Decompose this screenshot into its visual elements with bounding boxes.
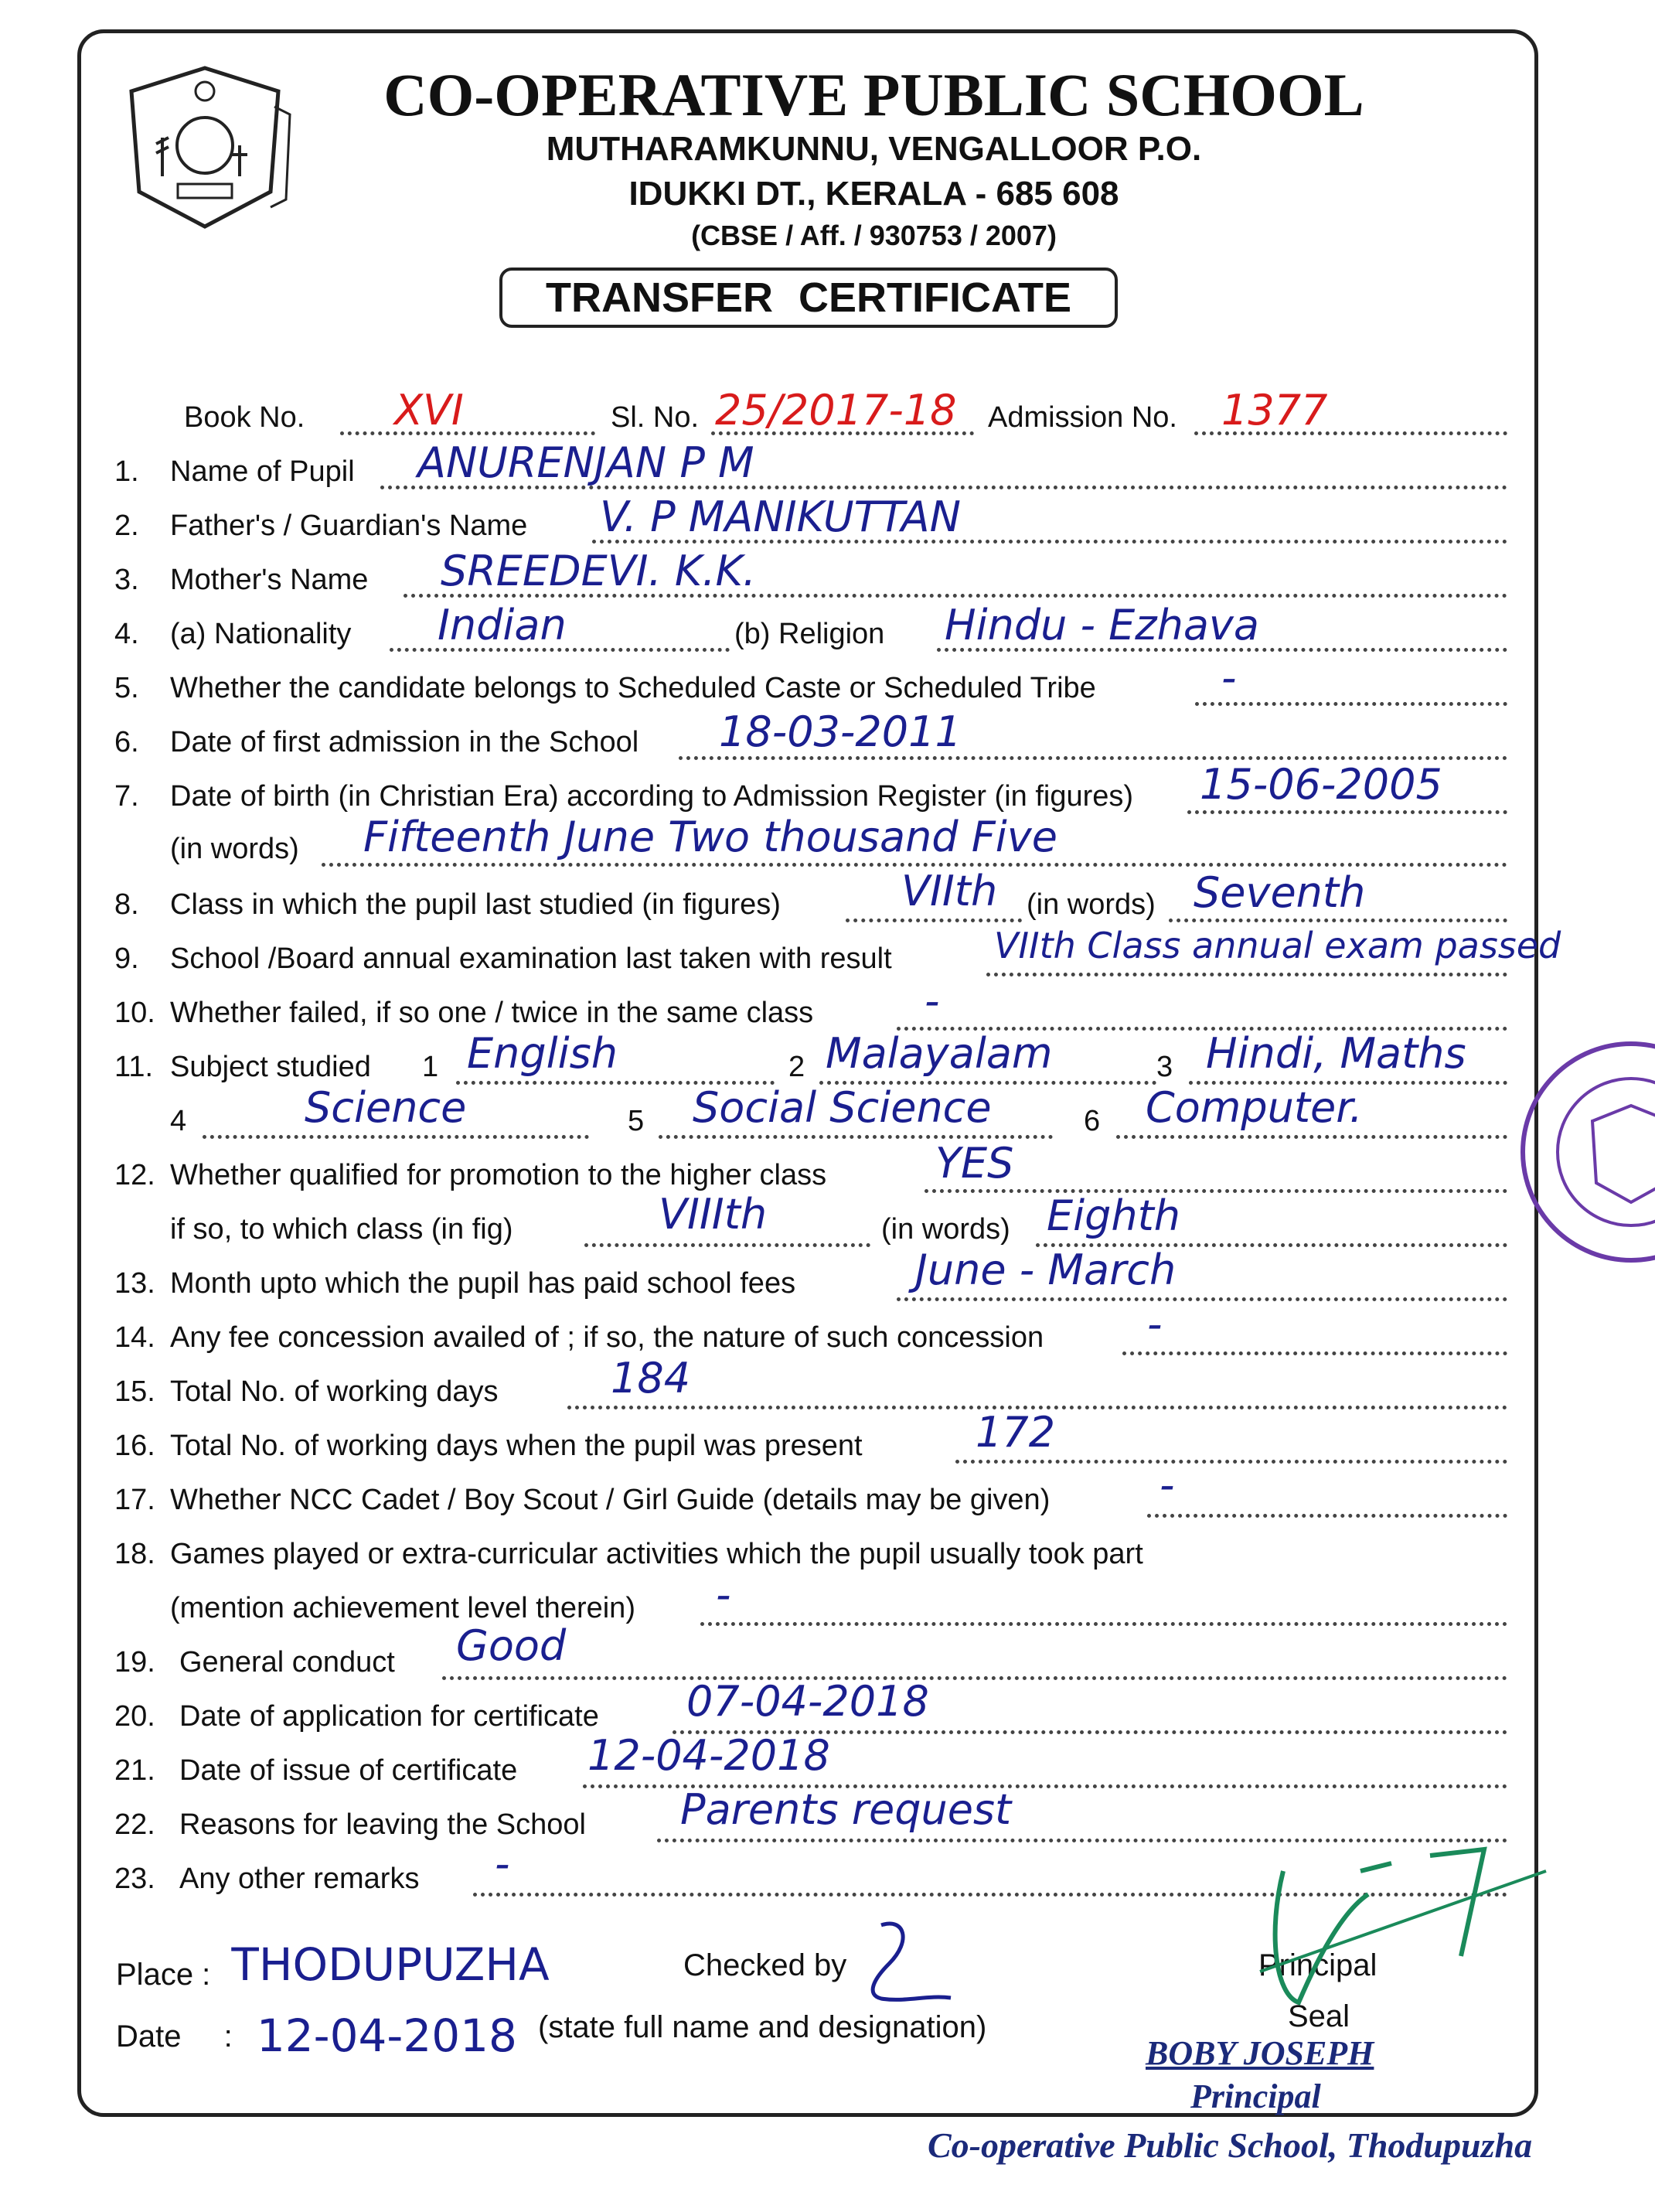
field-label: Subject studied xyxy=(170,1051,371,1083)
ncc-value: - xyxy=(1160,1460,1175,1509)
field-row-4 xyxy=(0,601,1655,657)
sl-value: 25/2017-18 xyxy=(715,386,957,435)
place-row xyxy=(116,1938,550,1992)
application-date-value: 07-04-2018 xyxy=(686,1677,929,1726)
field-label: General conduct xyxy=(179,1646,395,1679)
subject-1-value: English xyxy=(467,1029,618,1078)
field-label: Whether NCC Cadet / Boy Scout / Girl Guide (details may be given) xyxy=(170,1484,1051,1516)
principal-label: Principal xyxy=(1258,1948,1377,1982)
nationality-value: Indian xyxy=(438,601,567,649)
field-label: Any fee concession availed of ; if so, the nature of such concession xyxy=(170,1321,1044,1354)
father-name-value: V. P MANIKUTTAN xyxy=(600,493,961,541)
field-label: Total No. of working days xyxy=(170,1375,499,1408)
admission-value: 1377 xyxy=(1221,386,1328,435)
field-number: 9. xyxy=(114,942,139,975)
field-number: 4. xyxy=(114,618,139,650)
field-row-6 xyxy=(0,707,1655,765)
issue-date-value: 12-04-2018 xyxy=(587,1731,830,1780)
field-row-16 xyxy=(0,1408,1655,1469)
field-label: Whether qualified for promotion to the higher class xyxy=(170,1159,827,1191)
fees-month-value: June - March xyxy=(915,1246,1177,1294)
field-label: Father's / Guardian's Name xyxy=(170,510,528,542)
field-label: Whether the candidate belongs to Scheduled Caste or Scheduled Tribe xyxy=(170,672,1096,704)
book-value: XVI xyxy=(394,386,464,435)
religion-value: Hindu - Ezhava xyxy=(945,601,1259,649)
field-row-1 xyxy=(0,438,1655,495)
field-dots xyxy=(1122,1344,1507,1355)
school-address-line2: IDUKKI DT., KERALA - 685 608 xyxy=(628,175,1119,213)
field-number: 19. xyxy=(114,1646,155,1679)
field-dots xyxy=(986,965,1507,976)
checker-signature-icon xyxy=(850,1917,959,2010)
date-label: Date xyxy=(116,2019,182,2054)
date-row xyxy=(116,2009,517,2062)
field-row-18b xyxy=(0,1570,1655,1631)
pupil-name-value: ANURENJAN P M xyxy=(417,438,754,487)
field-row-9 xyxy=(0,925,1655,982)
leaving-reason-value: Parents request xyxy=(680,1785,1012,1834)
field-label-b: if so, to which class (in fig) xyxy=(170,1213,513,1246)
conduct-value: Good xyxy=(456,1621,567,1670)
subject-4-value: Science xyxy=(305,1083,467,1132)
place-value: THODUPUZHA xyxy=(231,1938,550,1991)
dob-figures-value: 15-06-2005 xyxy=(1200,760,1442,809)
field-number: 23. xyxy=(114,1863,155,1895)
activities-value: - xyxy=(716,1570,731,1619)
date-value: 12-04-2018 xyxy=(256,2009,517,2062)
field-label: Date of birth (in Christian Era) according to Admission Register (in figures) xyxy=(170,780,1134,813)
field-number: 22. xyxy=(114,1808,155,1841)
field-number: 14. xyxy=(114,1321,155,1354)
checked-by-label: Checked by xyxy=(683,1948,847,1982)
book-row xyxy=(0,386,1655,441)
field-label: School /Board annual examination last taken with result xyxy=(170,942,892,975)
field-dots xyxy=(442,1668,1507,1680)
field-label: Date of issue of certificate xyxy=(179,1754,518,1787)
subject-number: 3 xyxy=(1156,1051,1173,1083)
field-label: Month upto which the pupil has paid school fees xyxy=(170,1267,796,1300)
failed-value: - xyxy=(925,976,940,1025)
field-row-15 xyxy=(0,1354,1655,1415)
book-label: Book No. xyxy=(184,401,305,434)
sl-label: Sl. No. xyxy=(611,401,700,434)
principal-signature-icon xyxy=(1252,1840,1561,2026)
subject-5-value: Social Science xyxy=(693,1083,992,1132)
school-round-seal-icon xyxy=(1515,1036,1655,1268)
field-row-18 xyxy=(0,1531,1655,1577)
field-label: Date of application for certificate xyxy=(179,1700,599,1733)
working-days-value: 184 xyxy=(611,1354,691,1403)
mother-name-value: SREEDEVI. K.K. xyxy=(441,547,757,595)
field-dots xyxy=(1147,1506,1507,1518)
field-dots xyxy=(1195,694,1507,706)
field-number: 13. xyxy=(114,1267,155,1300)
subject-number: 6 xyxy=(1084,1105,1101,1137)
field-number: 6. xyxy=(114,726,139,758)
concession-value: - xyxy=(1147,1300,1163,1348)
field-number: 11. xyxy=(114,1051,154,1083)
subject-number: 2 xyxy=(788,1051,805,1083)
field-label: Games played or extra-curricular activities which the pupil usually took part xyxy=(170,1538,1143,1570)
exam-result-value: VIIth Class annual exam passed xyxy=(994,925,1561,966)
field-row-3 xyxy=(0,547,1655,603)
field-label: Date of first admission in the School xyxy=(170,726,639,758)
school-address-line1: MUTHARAMKUNNU, VENGALLOOR P.O. xyxy=(546,130,1202,168)
subject-2-value: Malayalam xyxy=(826,1029,1053,1078)
designation-note: (state full name and designation) xyxy=(538,2010,987,2044)
book-dots xyxy=(340,424,595,435)
field-number: 3. xyxy=(114,564,139,596)
field-label-b: (b) Religion xyxy=(734,618,885,650)
place-label: Place : xyxy=(116,1958,211,1992)
field-row-11b xyxy=(0,1083,1655,1144)
field-row-17 xyxy=(0,1460,1655,1523)
field-label: Total No. of working days when the pupil was present xyxy=(170,1430,863,1462)
field-label-b: (mention achievement level therein) xyxy=(170,1592,635,1624)
field-row-13 xyxy=(0,1246,1655,1307)
subject-number: 4 xyxy=(170,1105,187,1137)
class-words-value: Seventh xyxy=(1194,868,1366,917)
stamp-principal-title: Principal xyxy=(1190,2077,1321,2115)
caste-value: - xyxy=(1221,653,1237,702)
field-label: Whether failed, if so one / twice in the same class xyxy=(170,997,814,1029)
seal-label: Seal xyxy=(1288,1999,1350,2033)
field-number: 8. xyxy=(114,888,139,921)
field-number: 17. xyxy=(114,1484,155,1516)
field-label: Class in which the pupil last studied (in figures) xyxy=(170,888,781,921)
field-label-b: (in words) xyxy=(170,833,299,865)
field-label: Reasons for leaving the School xyxy=(179,1808,586,1841)
field-number: 1. xyxy=(114,455,139,488)
subject-6-value: Computer. xyxy=(1146,1083,1363,1132)
next-class-figures-value: VIIIth xyxy=(659,1190,768,1239)
promotion-value: YES xyxy=(935,1139,1014,1188)
field-number: 21. xyxy=(114,1754,155,1787)
admission-date-value: 18-03-2011 xyxy=(719,707,962,756)
field-number: 12. xyxy=(114,1159,155,1191)
field-dots xyxy=(700,1614,1507,1626)
field-number: 15. xyxy=(114,1375,155,1408)
field-number: 7. xyxy=(114,780,139,813)
stamp-principal-name: BOBY JOSEPH xyxy=(1146,2034,1374,2072)
subject-number: 5 xyxy=(628,1105,645,1137)
field-number: 18. xyxy=(114,1538,155,1570)
field-label: Name of Pupil xyxy=(170,455,355,488)
class-figures-value: VIIth xyxy=(901,867,998,915)
field-number: 10. xyxy=(114,997,155,1029)
next-class-words-value: Eighth xyxy=(1047,1191,1181,1240)
dob-words-value: Fifteenth June Two thousand Five xyxy=(363,813,1057,861)
date-colon: : xyxy=(223,2019,233,2054)
school-name: CO-OPERATIVE PUBLIC SCHOOL xyxy=(383,61,1364,128)
stamp-school-name: Co-operative Public School, Thodupuzha xyxy=(928,2125,1533,2165)
field-label-b: (in words) xyxy=(1027,888,1156,921)
remarks-value: - xyxy=(495,1839,510,1888)
field-row-2 xyxy=(0,493,1655,549)
subject-number: 1 xyxy=(422,1051,439,1083)
subject-3-value: Hindi, Maths xyxy=(1206,1029,1466,1078)
admission-label: Admission No. xyxy=(988,401,1177,434)
field-label: (a) Nationality xyxy=(170,618,352,650)
field-label: Any other remarks xyxy=(179,1863,420,1895)
field-row-8 xyxy=(0,867,1655,928)
field-label-c: (in words) xyxy=(881,1213,1010,1246)
field-number: 16. xyxy=(114,1430,155,1462)
field-row-7b xyxy=(0,813,1655,872)
field-row-5 xyxy=(0,653,1655,711)
field-number: 5. xyxy=(114,672,139,704)
affiliation-number: (CBSE / Aff. / 930753 / 2007) xyxy=(691,220,1057,251)
field-number: 20. xyxy=(114,1700,155,1733)
field-label: Mother's Name xyxy=(170,564,369,596)
field-row-12b xyxy=(0,1190,1655,1253)
field-number: 2. xyxy=(114,510,139,542)
field-row-14 xyxy=(0,1300,1655,1361)
days-present-value: 172 xyxy=(976,1408,1056,1457)
field-row-12 xyxy=(0,1139,1655,1198)
certificate-title: TRANSFER CERTIFICATE xyxy=(499,268,1118,328)
